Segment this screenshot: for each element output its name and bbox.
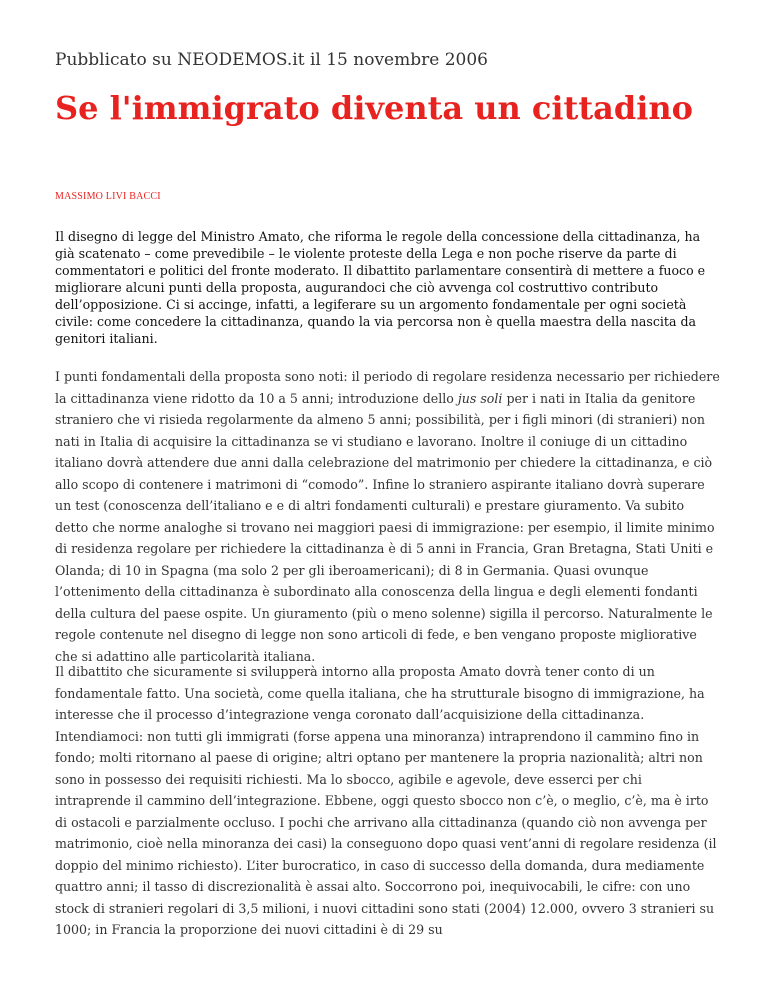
article-title: Se l'immigrato diventa un cittadino bbox=[55, 89, 693, 127]
publication-line: Pubblicato su NEODEMOS.it il 15 novembre 2006 bbox=[55, 50, 488, 70]
paragraph-text: per i nati in Italia da genitore straniero che vi risieda regolarmente da almeno 5 anni; possibilità, per i figli minori (di stranieri) non nati in Italia di acquisire la cittadinanza se vi studiano e lavorano. Inoltre il coniuge di un cittadino italiano dovrà attendere due anni dalla celebrazione del matrimonio per chiedere la cittadinanza, e ciò allo scopo di contenere i matrimoni di “comodo”. Infine lo straniero aspirante italiano dovrà superare un test (conoscenza dell’italiano e e di altri fondamenti culturali) e prestare giuramento. Va subito detto che norme analoghe si trovano nei maggiori paesi di immigrazione: per esempio, il limite minimo di residenza regolare per richiedere la cittadinanza è di 5 anni in Francia, Gran Bretagna, Stati Uniti e Olanda; di 10 in Spagna (ma solo 2 per gli iberoamericani); di 8 in Germania. Quasi ovunque l’ottenimento della cittadinanza è subordinato alla conoscenza della lingua e degli elementi fondanti della cultura del paese ospite. Un giuramento (più o meno solenne) sigilla il percorso. Naturalmente le regole contenute nel disegno di legge non sono articoli di fede, e ben vengano proposte migliorative che si adattino alle particolarità italiana. bbox=[55, 390, 715, 664]
body-paragraph-1 bbox=[55, 366, 720, 667]
lead-paragraph: Il disegno di legge del Ministro Amato, che riforma le regole della concessione della cittadinanza, ha già scatenato – come prevedibile – le violente proteste della Lega e non poche riserve da parte di commentatori e politici del fronte moderato. Il dibattito parlamentare consentirà di mettere a fuoco e migliorare alcuni punti della proposta, augurandoci che ciò avvenga col costruttivo contributo dell’opposizione. Ci si accinge, infatti, a legiferare su un argomento fondamentale per ogni società civile: come concedere la cittadinanza, quando la via percorsa non è quella maestra della nascita da genitori italiani. bbox=[55, 229, 706, 346]
emphasis-jus-soli: jus soli bbox=[457, 390, 503, 406]
paragraph-text: I punti fondamentali della proposta sono noti: il periodo di regolare residenza necessario per richiedere la cittadinanza viene ridotto da 10 a 5 anni; introduzione dello bbox=[55, 369, 720, 406]
body-paragraph-2: Il dibattito che sicuramente si svilupperà intorno alla proposta Amato dovrà tener conto di un fondamentale fatto. Una società, come quella italiana, che ha strutturale bisogno di immigrazione, ha interesse che il processo d’integrazione venga coronato dall’acquisizione della cittadinanza. Intendiamoci: non tutti gli immigrati (forse appena una minoranza) intraprendono il cammino fino in fondo; molti ritornano al paese di origine; altri optano per mantenere la propria nazionalità; altri non sono in possesso dei requisiti richiesti. Ma lo sbocco, agibile e agevole, deve esserci per chi intraprende il cammino dell’integrazione. Ebbene, oggi questo sbocco non c’è, o meglio, c’è, ma è irto di ostacoli e parzialmente occluso. I pochi che arrivano alla cittadinanza (quando ciò non avvenga per matrimonio, cioè nella minoranza dei casi) la conseguono dopo quasi vent’anni di regolare residenza (il doppio del minimo richiesto). L’iter burocratico, in caso di successo della domanda, dura mediamente quattro anni; il tasso di discrezionalità è assai alto. Soccorrono poi, inequivocabili, le cifre: con uno stock di stranieri regolari di 3,5 milioni, i nuovi cittadini sono stati (2004) 12.000, ovvero 3 stranieri su 1000; in Francia la proporzione dei nuovi cittadini è di 29 su bbox=[55, 664, 717, 937]
author-name: MASSIMO LIVI BACCI bbox=[55, 191, 161, 202]
